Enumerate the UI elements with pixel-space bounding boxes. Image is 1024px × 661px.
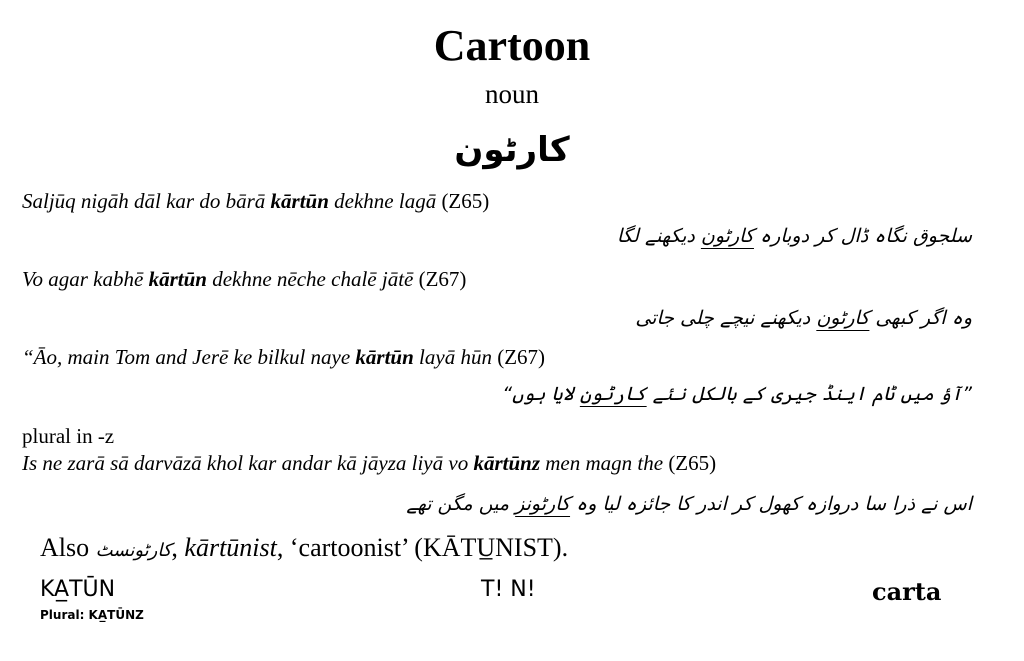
urdu-text: لایا ہوں“ <box>502 383 580 405</box>
translit-text: Is ne zarā sā darvāzā khol kar andar kā jāyza liyā vo <box>22 451 474 475</box>
urdu-text: ”آؤ میں ٹام اینڈ جیری کے بالکل نئے <box>646 383 972 405</box>
urdu-text: اس نے ذرا سا دروازہ کھول کر اندر کا جائزہ لیا وہ <box>570 493 972 515</box>
source-ref: (Z65) <box>441 189 490 213</box>
example-translit <box>22 188 489 214</box>
headword: Cartoon <box>433 21 591 70</box>
example-urdu <box>635 304 972 332</box>
also-line <box>40 532 568 567</box>
translit-text: dekhne lagā <box>328 189 437 213</box>
plural-code: Plural: KA̲TŪNZ <box>40 608 144 622</box>
entry-code: KA̲TŪN <box>40 577 116 602</box>
translit-keyword: kārtūn <box>148 267 207 291</box>
plural-urdu <box>406 490 972 518</box>
urdu-text: دیکھنے نیچے چلی جاتی <box>635 307 817 329</box>
part-of-speech: noun <box>485 79 539 109</box>
translit-text: men magn the <box>540 451 664 475</box>
example-urdu <box>502 380 972 408</box>
source-ref: (Z67) <box>497 345 546 369</box>
also-comma: , <box>171 533 185 562</box>
translit-keyword: kārtūnz <box>473 451 540 475</box>
also-translit: kārtūnist <box>184 533 277 562</box>
example-translit <box>22 344 545 370</box>
urdu-keyword: کارٹون <box>579 383 647 405</box>
urdu-text: میں مگن تھے <box>406 493 516 515</box>
translit-text: Vo agar kabhē <box>22 267 149 291</box>
urdu-text: سلجوق نگاہ ڈال کر دوبارہ <box>753 225 972 247</box>
translit-keyword: kārtūn <box>355 345 414 369</box>
translit-text: layā hūn <box>413 345 492 369</box>
etymon: carta <box>872 577 942 606</box>
urdu-keyword: کارٹون <box>816 307 870 329</box>
translit-text: Saljūq nigāh dāl kar do bārā <box>22 189 271 213</box>
urdu-text: وہ اگر کبھی <box>869 307 972 329</box>
plural-label: plural in -z <box>22 424 115 448</box>
source-ref: (Z65) <box>668 451 717 475</box>
phonetic-code: T! N! <box>481 577 536 602</box>
urdu-text: دیکھنے لگا <box>616 225 701 247</box>
urdu-keyword: کارٹون <box>700 225 754 247</box>
urdu-keyword: کارٹونز <box>515 493 571 515</box>
also-prefix: Also <box>40 533 96 562</box>
source-ref: (Z67) <box>418 267 467 291</box>
example-urdu <box>617 222 972 250</box>
translit-keyword: kārtūn <box>270 189 329 213</box>
translit-text: dekhne nēche chalē jātē <box>206 267 414 291</box>
also-urdu: کارٹونسٹ <box>95 540 172 561</box>
urdu-headword: کارٹون <box>454 130 570 170</box>
translit-text: “Āo, main Tom and Jerē ke bilkul naye <box>22 345 356 369</box>
example-translit <box>22 266 466 292</box>
plural-translit <box>22 450 716 476</box>
also-gloss: , ‘cartoonist’ (KĀTU̲NIST). <box>276 533 569 562</box>
